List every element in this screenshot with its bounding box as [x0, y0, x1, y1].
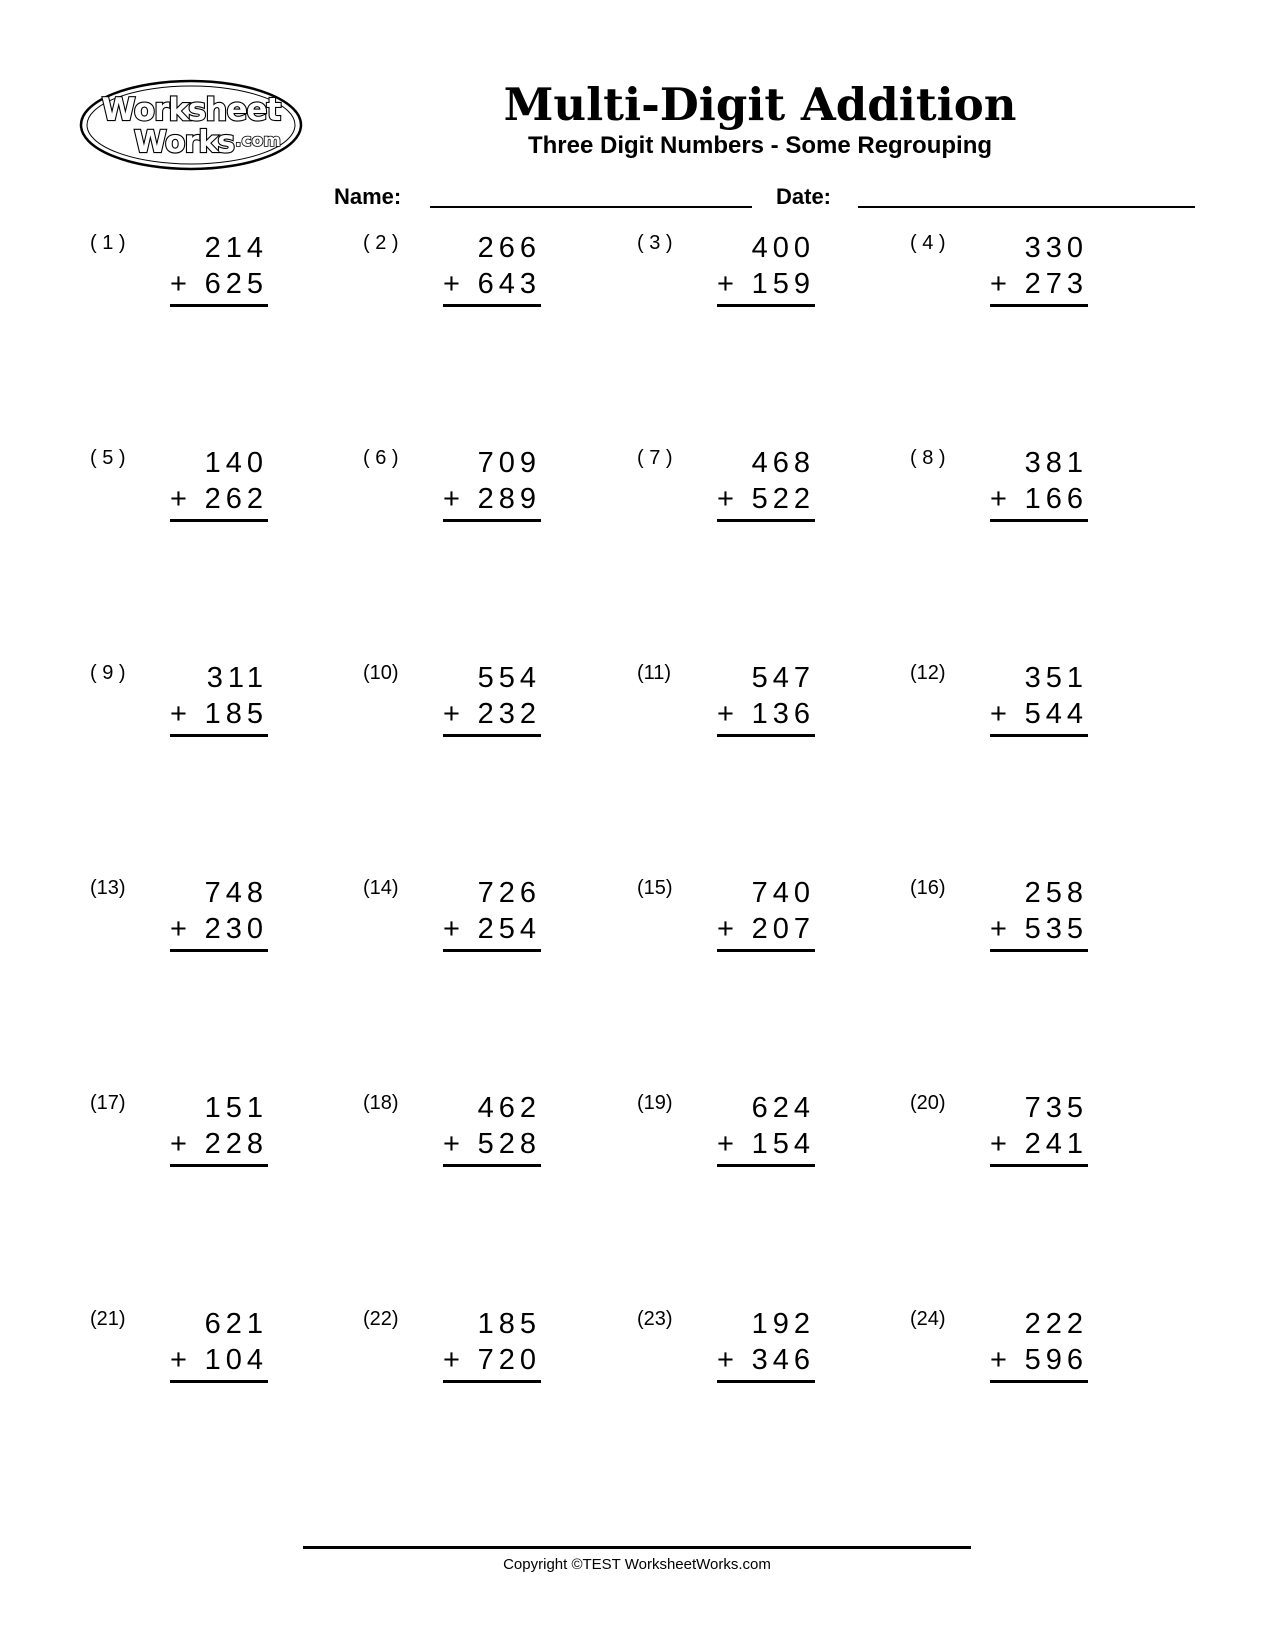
plus-sign: + — [443, 268, 460, 300]
problem-number: ( 6 ) — [363, 447, 399, 469]
bottom-operand-row — [717, 696, 815, 732]
problem-3 — [637, 230, 897, 320]
plus-sign: + — [990, 268, 1007, 300]
bottom-operand: 166 — [1024, 483, 1088, 515]
bottom-operand: 207 — [751, 913, 815, 945]
operands — [717, 1090, 815, 1167]
problem-number: (19) — [637, 1092, 673, 1114]
bottom-operand: 625 — [204, 268, 268, 300]
problem-8 — [910, 445, 1170, 535]
bottom-operand: 544 — [1024, 698, 1088, 730]
operands — [170, 875, 268, 952]
answer-line[interactable] — [990, 949, 1088, 952]
answer-line[interactable] — [717, 1164, 815, 1167]
bottom-operand: 232 — [477, 698, 541, 730]
plus-sign: + — [990, 483, 1007, 515]
problem-number: (24) — [910, 1308, 946, 1330]
bottom-operand: 528 — [477, 1128, 541, 1160]
problem-number: (14) — [363, 877, 399, 899]
plus-sign: + — [717, 1344, 734, 1376]
bottom-operand: 104 — [204, 1344, 268, 1376]
top-operand: 621 — [204, 1308, 268, 1340]
plus-sign: + — [443, 483, 460, 515]
problem-number: ( 3 ) — [637, 232, 673, 254]
top-operand: 185 — [477, 1308, 541, 1340]
answer-line[interactable] — [990, 1380, 1088, 1383]
answer-line[interactable] — [443, 519, 541, 522]
name-label: Name: — [334, 184, 402, 209]
problem-number: ( 7 ) — [637, 447, 673, 469]
problem-11 — [637, 660, 897, 750]
svg-text:Works: Works — [133, 125, 235, 160]
svg-text:Worksheet: Worksheet — [101, 92, 281, 128]
operands — [443, 1090, 541, 1167]
plus-sign: + — [990, 1128, 1007, 1160]
answer-line[interactable] — [443, 1380, 541, 1383]
top-operand: 462 — [477, 1092, 541, 1124]
answer-line[interactable] — [990, 304, 1088, 307]
bottom-operand: 154 — [751, 1128, 815, 1160]
answer-line[interactable] — [170, 1380, 268, 1383]
plus-sign: + — [443, 1128, 460, 1160]
operands — [990, 230, 1088, 307]
page-title: Multi-Digit Addition — [503, 78, 1017, 131]
top-operand: 351 — [1024, 662, 1088, 694]
top-operand: 266 — [477, 232, 541, 264]
problem-number: (10) — [363, 662, 399, 684]
bottom-operand-row — [170, 266, 268, 302]
operands — [990, 1306, 1088, 1383]
bottom-operand-row — [443, 266, 541, 302]
problem-number: (23) — [637, 1308, 673, 1330]
plus-sign: + — [170, 913, 187, 945]
bottom-operand-row — [990, 481, 1088, 517]
top-operand: 330 — [1024, 232, 1088, 264]
problem-number: (12) — [910, 662, 946, 684]
answer-line[interactable] — [717, 304, 815, 307]
operands — [443, 1306, 541, 1383]
problem-6 — [363, 445, 623, 535]
operands — [443, 875, 541, 952]
bottom-operand: 262 — [204, 483, 268, 515]
bottom-operand-row — [717, 481, 815, 517]
answer-line[interactable] — [443, 734, 541, 737]
answer-line[interactable] — [990, 519, 1088, 522]
problem-16 — [910, 875, 1170, 965]
bottom-operand: 230 — [204, 913, 268, 945]
problem-4 — [910, 230, 1170, 320]
plus-sign: + — [717, 483, 734, 515]
problem-18 — [363, 1090, 623, 1180]
problem-15 — [637, 875, 897, 965]
problem-number: (13) — [90, 877, 126, 899]
plus-sign: + — [170, 483, 187, 515]
bottom-operand-row — [990, 1126, 1088, 1162]
plus-sign: + — [717, 913, 734, 945]
problem-number: (16) — [910, 877, 946, 899]
operands — [170, 660, 268, 737]
top-operand: 554 — [477, 662, 541, 694]
operands — [990, 1090, 1088, 1167]
operands — [717, 875, 815, 952]
plus-sign: + — [717, 268, 734, 300]
bottom-operand-row — [990, 266, 1088, 302]
top-operand: 258 — [1024, 877, 1088, 909]
problem-22 — [363, 1306, 623, 1396]
problem-19 — [637, 1090, 897, 1180]
bottom-operand: 159 — [751, 268, 815, 300]
operands — [443, 230, 541, 307]
top-operand: 222 — [1024, 1308, 1088, 1340]
problem-12 — [910, 660, 1170, 750]
plus-sign: + — [443, 1344, 460, 1376]
svg-text:.com: .com — [235, 131, 281, 151]
top-operand: 709 — [477, 447, 541, 479]
problem-number: (17) — [90, 1092, 126, 1114]
answer-line[interactable] — [170, 304, 268, 307]
answer-line[interactable] — [443, 949, 541, 952]
top-operand: 192 — [751, 1308, 815, 1340]
top-operand: 311 — [206, 662, 268, 694]
top-operand: 748 — [204, 877, 268, 909]
problem-number: ( 5 ) — [90, 447, 126, 469]
bottom-operand-row — [990, 696, 1088, 732]
copyright-text: Copyright ©TEST WorksheetWorks.com — [503, 1556, 771, 1573]
answer-line[interactable] — [170, 734, 268, 737]
date-label: Date: — [776, 184, 832, 209]
problem-10 — [363, 660, 623, 750]
bottom-operand-row — [170, 911, 268, 947]
plus-sign: + — [170, 698, 187, 730]
problem-17 — [90, 1090, 350, 1180]
problem-20 — [910, 1090, 1170, 1180]
plus-sign: + — [717, 698, 734, 730]
operands — [717, 445, 815, 522]
footer-divider — [303, 1546, 971, 1549]
top-operand: 400 — [751, 232, 815, 264]
plus-sign: + — [990, 698, 1007, 730]
answer-line[interactable] — [717, 519, 815, 522]
plus-sign: + — [170, 1344, 187, 1376]
problem-7 — [637, 445, 897, 535]
bottom-operand-row — [717, 911, 815, 947]
top-operand: 151 — [204, 1092, 268, 1124]
bottom-operand: 228 — [204, 1128, 268, 1160]
bottom-operand: 643 — [477, 268, 541, 300]
problem-5 — [90, 445, 350, 535]
bottom-operand-row — [443, 696, 541, 732]
bottom-operand: 720 — [477, 1344, 541, 1376]
problem-24 — [910, 1306, 1170, 1396]
problem-1 — [90, 230, 350, 320]
operands — [717, 660, 815, 737]
operands — [717, 230, 815, 307]
bottom-operand-row — [443, 1342, 541, 1378]
operands — [990, 875, 1088, 952]
bottom-operand: 535 — [1024, 913, 1088, 945]
top-operand: 381 — [1024, 447, 1088, 479]
bottom-operand-row — [717, 1126, 815, 1162]
operands — [170, 1090, 268, 1167]
top-operand: 547 — [751, 662, 815, 694]
plus-sign: + — [443, 698, 460, 730]
bottom-operand-row — [170, 696, 268, 732]
problem-2 — [363, 230, 623, 320]
bottom-operand-row — [170, 1126, 268, 1162]
top-operand: 624 — [751, 1092, 815, 1124]
bottom-operand-row — [170, 1342, 268, 1378]
problem-23 — [637, 1306, 897, 1396]
top-operand: 140 — [204, 447, 268, 479]
top-operand: 214 — [204, 232, 268, 264]
answer-line[interactable] — [443, 304, 541, 307]
bottom-operand-row — [443, 911, 541, 947]
plus-sign: + — [717, 1128, 734, 1160]
operands — [443, 660, 541, 737]
problem-21 — [90, 1306, 350, 1396]
plus-sign: + — [443, 913, 460, 945]
bottom-operand-row — [990, 911, 1088, 947]
problem-number: ( 1 ) — [90, 232, 126, 254]
bottom-operand: 273 — [1024, 268, 1088, 300]
operands — [170, 445, 268, 522]
answer-line[interactable] — [990, 734, 1088, 737]
operands — [990, 660, 1088, 737]
bottom-operand: 136 — [751, 698, 815, 730]
answer-line[interactable] — [170, 1164, 268, 1167]
problem-number: ( 8 ) — [910, 447, 946, 469]
problem-number: (21) — [90, 1308, 126, 1330]
top-operand: 726 — [477, 877, 541, 909]
plus-sign: + — [170, 268, 187, 300]
bottom-operand: 254 — [477, 913, 541, 945]
bottom-operand-row — [717, 1342, 815, 1378]
bottom-operand: 346 — [751, 1344, 815, 1376]
answer-line[interactable] — [170, 519, 268, 522]
problem-number: (18) — [363, 1092, 399, 1114]
bottom-operand-row — [443, 1126, 541, 1162]
bottom-operand-row — [443, 481, 541, 517]
bottom-operand-row — [990, 1342, 1088, 1378]
bottom-operand: 596 — [1024, 1344, 1088, 1376]
problem-number: ( 2 ) — [363, 232, 399, 254]
problem-number: (15) — [637, 877, 673, 899]
bottom-operand: 522 — [751, 483, 815, 515]
operands — [717, 1306, 815, 1383]
problem-13 — [90, 875, 350, 965]
page-subtitle: Three Digit Numbers - Some Regrouping — [527, 132, 993, 159]
bottom-operand: 289 — [477, 483, 541, 515]
top-operand: 468 — [751, 447, 815, 479]
bottom-operand: 185 — [204, 698, 268, 730]
plus-sign: + — [990, 913, 1007, 945]
answer-line[interactable] — [717, 1380, 815, 1383]
answer-line[interactable] — [990, 1164, 1088, 1167]
problem-number: ( 4 ) — [910, 232, 946, 254]
answer-line[interactable] — [717, 949, 815, 952]
problem-14 — [363, 875, 623, 965]
operands — [170, 230, 268, 307]
bottom-operand-row — [170, 481, 268, 517]
bottom-operand-row — [717, 266, 815, 302]
operands — [443, 445, 541, 522]
bottom-operand: 241 — [1024, 1128, 1088, 1160]
operands — [990, 445, 1088, 522]
answer-line[interactable] — [170, 949, 268, 952]
answer-line[interactable] — [443, 1164, 541, 1167]
problem-number: ( 9 ) — [90, 662, 126, 684]
plus-sign: + — [990, 1344, 1007, 1376]
plus-sign: + — [170, 1128, 187, 1160]
problem-number: (20) — [910, 1092, 946, 1114]
top-operand: 735 — [1024, 1092, 1088, 1124]
problem-number: (11) — [637, 662, 672, 684]
problem-number: (22) — [363, 1308, 399, 1330]
operands — [170, 1306, 268, 1383]
problem-9 — [90, 660, 350, 750]
top-operand: 740 — [751, 877, 815, 909]
answer-line[interactable] — [717, 734, 815, 737]
